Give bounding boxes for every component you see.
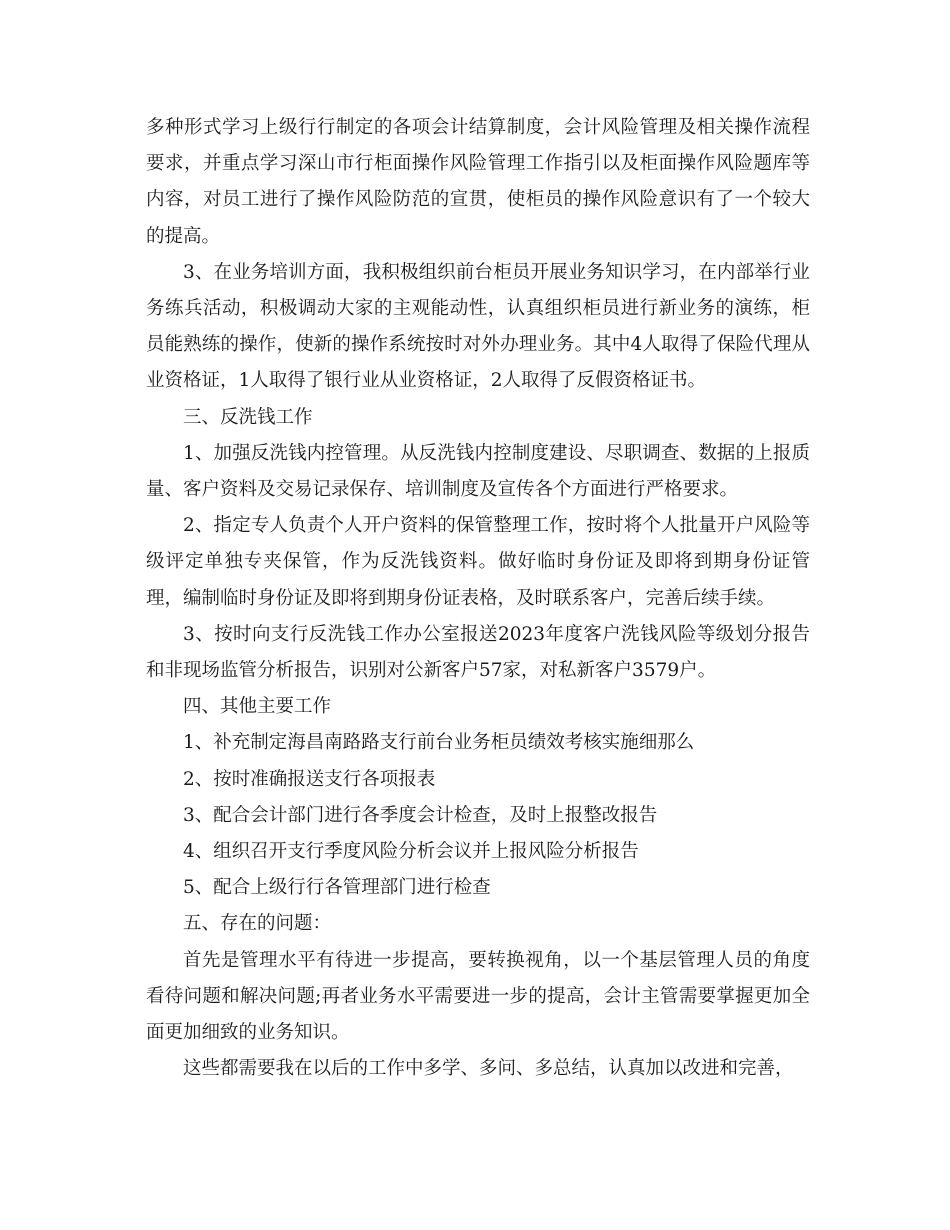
section-heading: 五、存在的问题： [183, 913, 332, 935]
paragraph: 这些都需要我在以后的工作中多学、多问、多总结，认真加以改进和完善， [183, 1058, 794, 1080]
list-item: 3、配合会计部门进行各季度会计检查，及时上报整改报告 [183, 804, 658, 826]
list-item: 4、组织召开支行季度风险分析会议并上报风险分析报告 [183, 841, 639, 863]
paragraph: 3、按时向支行反洗钱工作办公室报送2023年度客户洗钱风险等级划分报告和非现场监管分析报告，识别对公新客户57家，对私新客户3579户。 [146, 623, 810, 682]
paragraph: 1、加强反洗钱内控管理。从反洗钱内控制度建设、尽职调查、数据的上报质量、客户资料及交易记录保存、培训制度及宣传各个方面进行严格要求。 [146, 442, 810, 501]
section-heading: 四、其他主要工作 [183, 696, 332, 718]
list-item: 1、补充制定海昌南路路支行前台业务柜员绩效考核实施细那么 [183, 732, 695, 754]
paragraph: 首先是管理水平有待进一步提高，要转换视角，以一个基层管理人员的角度看待问题和解决问题;再者业务水平需要进一步的提高，会计主管需要掌握更加全面更加细致的业务知识。 [146, 949, 810, 1044]
document-page [146, 110, 810, 1087]
paragraph: 2、指定专人负责个人开户资料的保管整理工作，按时将个人批量开户风险等级评定单独专夹保管，作为反洗钱资料。做好临时身份证及即将到期身份证管理，编制临时身份证及即将到期身份证表格，及时联系客户，完善后续手续。 [146, 515, 810, 609]
section-heading: 三、反洗钱工作 [183, 406, 313, 428]
paragraph: 3、在业务培训方面，我积极组织前台柜员开展业务知识学习，在内部举行业务练兵活动，积极调动大家的主观能动性，认真组织柜员进行新业务的演练，柜员能熟练的操作，使新的操作系统按时对外办理业务。其中4人取得了保险代理从业资格证，1人取得了银行业从业资格证，2人取得了反假资格证书。 [146, 261, 810, 392]
list-item: 2、按时准确报送支行各项报表 [183, 768, 436, 790]
paragraph: 多种形式学习上级行行制定的各项会计结算制度，会计风险管理及相关操作流程要求，并重点学习深山市行柜面操作风险管理工作指引以及柜面操作风险题库等内容，对员工进行了操作风险防范的宣贯，使柜员的操作风险意识有了一个较大的提高。 [146, 117, 810, 247]
list-item: 5、配合上级行行各管理部门进行检查 [183, 877, 491, 899]
